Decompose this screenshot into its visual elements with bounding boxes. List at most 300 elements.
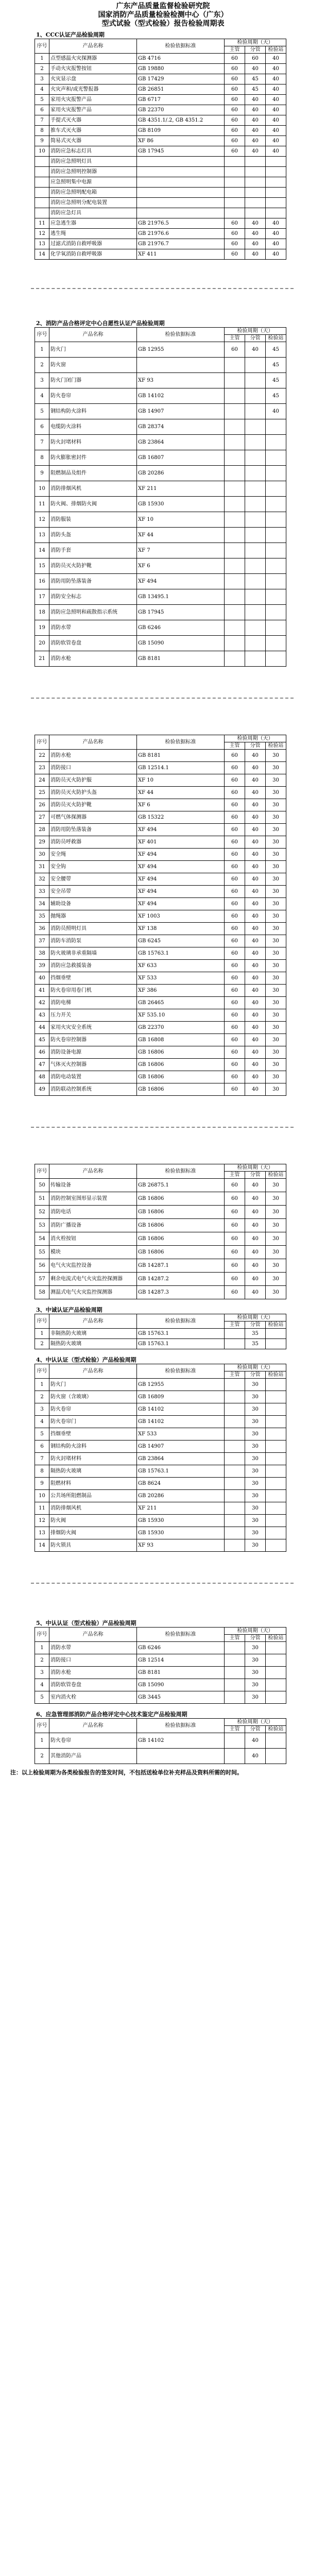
- cell-cycle-station: 40: [266, 95, 286, 105]
- cell-cycle-branch: [245, 208, 266, 218]
- cell-cycle-branch: 40: [245, 1179, 266, 1192]
- cell-cycle-station: [266, 167, 286, 177]
- table-row: [35, 1539, 286, 1552]
- cell-seq: 46: [35, 1046, 49, 1059]
- cell-cycle-branch: 40: [245, 886, 266, 898]
- cell-cycle-branch: [245, 177, 266, 188]
- table-row: [35, 404, 286, 419]
- cell-cycle-main: [225, 636, 245, 651]
- cell-cycle-station: [266, 620, 286, 636]
- cell-product-name: 剩余电流式电气火灾监控探测器: [49, 1273, 137, 1286]
- cell-product-name: 挡烟垂壁: [49, 1428, 137, 1440]
- table-row: [35, 229, 286, 239]
- cell-standard: GB 6246: [137, 1642, 225, 1654]
- cell-product-name: 消防软管卷盘: [49, 636, 137, 651]
- cell-cycle-branch: 40: [245, 750, 266, 762]
- cell-product-name: 防火卷帘: [49, 1733, 137, 1749]
- cell-cycle-branch: 40: [245, 960, 266, 972]
- cell-cycle-station: [266, 512, 286, 528]
- table-row: [35, 543, 286, 558]
- cell-seq: 1: [35, 1379, 49, 1391]
- cell-cycle-station: 30: [266, 1246, 286, 1259]
- cell-product-name: 消防水带: [49, 1642, 137, 1654]
- cell-product-name: 防火卷帘用卷门机: [49, 985, 137, 997]
- cell-seq: 56: [35, 1259, 49, 1273]
- cell-cycle-main: [225, 1440, 245, 1453]
- cell-cycle-main: [225, 1453, 245, 1465]
- cell-cycle-station: [266, 1478, 286, 1490]
- cell-cycle-main: [225, 177, 245, 188]
- cell-cycle-branch: 40: [245, 126, 266, 136]
- cell-product-name: 消防联动控制系统: [49, 1083, 137, 1096]
- cell-standard: GB 22370: [137, 1022, 225, 1034]
- cell-seq: 11: [35, 218, 49, 229]
- table-row: [35, 1440, 286, 1453]
- cell-standard: GB 16809: [137, 1391, 225, 1403]
- cell-cycle-station: [266, 543, 286, 558]
- section6-table-wrap: [0, 1364, 326, 1552]
- table-row: [35, 167, 286, 177]
- header-branch: 分管: [245, 1172, 266, 1179]
- cell-cycle-branch: 40: [245, 1749, 266, 1764]
- cell-standard: XF 494: [137, 574, 225, 589]
- table-row: [35, 1667, 286, 1679]
- cell-standard: XF 386: [137, 985, 225, 997]
- cell-cycle-station: 30: [266, 972, 286, 985]
- cell-cycle-main: [225, 1654, 245, 1667]
- cell-product-name: 消防水枪: [49, 651, 137, 667]
- table-row: [35, 1232, 286, 1246]
- cell-cycle-branch: [245, 188, 266, 198]
- cell-cycle-main: [225, 198, 245, 208]
- cell-cycle-branch: 40: [245, 249, 266, 260]
- header-cycle: 检验周期（天）: [225, 328, 286, 335]
- header-seq: 序号: [35, 1364, 49, 1379]
- cell-product-name: 防火窗: [49, 358, 137, 373]
- cell-cycle-branch: 40: [245, 799, 266, 811]
- cell-cycle-branch: 40: [245, 849, 266, 861]
- cell-standard: GB 15090: [137, 636, 225, 651]
- cell-cycle-station: 30: [266, 774, 286, 787]
- header-product: 产品名称: [49, 1719, 137, 1733]
- cell-cycle-main: 60: [225, 1219, 245, 1232]
- cell-cycle-main: [225, 466, 245, 481]
- cell-seq: 7: [35, 435, 49, 450]
- cell-standard: GB 28374: [137, 419, 225, 435]
- cell-seq: 37: [35, 935, 49, 947]
- cell-product-name: 消防员灭火防护靴: [49, 799, 137, 811]
- cell-seq: 4: [35, 388, 49, 404]
- table-header-row: [35, 735, 286, 742]
- cell-cycle-station: [266, 651, 286, 667]
- cell-seq: 28: [35, 824, 49, 836]
- cell-cycle-branch: 40: [245, 923, 266, 935]
- cell-product-name: 消防员灭火防护服: [49, 774, 137, 787]
- cell-seq: 34: [35, 898, 49, 910]
- cell-product-name: 消防广播设备: [49, 1219, 137, 1232]
- cell-standard: GB 8181: [137, 750, 225, 762]
- cell-cycle-station: [266, 1654, 286, 1667]
- table-row: [35, 861, 286, 873]
- cell-standard: GB 23864: [137, 435, 225, 450]
- cell-cycle-branch: 30: [245, 1478, 266, 1490]
- header-standard: 检验依据标准: [137, 39, 225, 54]
- cell-cycle-main: 60: [225, 1179, 245, 1192]
- cell-standard: [137, 358, 225, 373]
- cell-cycle-station: 40: [266, 126, 286, 136]
- cell-seq: 4: [35, 84, 49, 95]
- cell-standard: XF 494: [137, 824, 225, 836]
- cell-product-name: 简易式灭火器: [49, 136, 137, 146]
- cell-standard: GB 3445: [137, 1691, 225, 1704]
- cell-cycle-branch: 40: [245, 774, 266, 787]
- cell-seq: 6: [35, 1440, 49, 1453]
- table-row: [35, 1679, 286, 1691]
- cell-cycle-station: 30: [266, 861, 286, 873]
- cell-standard: GB 14102: [137, 1733, 225, 1749]
- cell-product-name: 消防软管卷盘: [49, 1679, 137, 1691]
- section2-title: 2、消防产品合格评定中心自愿性认证产品检验周期: [36, 320, 165, 327]
- cell-cycle-main: [225, 1391, 245, 1403]
- cell-cycle-station: [266, 1515, 286, 1527]
- cell-product-name: 消防应急照明和疏散指示系统: [49, 605, 137, 620]
- table-row: [35, 923, 286, 935]
- header-product: 产品名称: [49, 328, 137, 342]
- cell-cycle-station: 40: [266, 218, 286, 229]
- table-header-row: [35, 39, 286, 46]
- cell-cycle-branch: [245, 589, 266, 605]
- header-cycle: 检验周期（天）: [225, 735, 286, 742]
- cell-seq: 27: [35, 811, 49, 824]
- cell-seq: 14: [35, 543, 49, 558]
- cell-cycle-station: 40: [266, 84, 286, 95]
- cell-seq: 52: [35, 1206, 49, 1219]
- cell-product-name: 气体灭火控制器: [49, 1059, 137, 1071]
- cell-seq: 1: [35, 54, 49, 64]
- table-row: [35, 849, 286, 861]
- header-station: 检验站: [266, 1726, 286, 1733]
- cell-cycle-main: [225, 1428, 245, 1440]
- cell-product-name: 手动火灾报警按钮: [49, 64, 137, 74]
- cell-product-name: 消防水枪: [49, 750, 137, 762]
- cell-seq: 29: [35, 836, 49, 849]
- cell-cycle-station: 40: [266, 229, 286, 239]
- cell-cycle-main: 60: [225, 1071, 245, 1083]
- cell-standard: GB 8181: [137, 1667, 225, 1679]
- cell-standard: GB 17945: [137, 605, 225, 620]
- cell-cycle-branch: 30: [245, 1440, 266, 1453]
- cell-product-name: 压力开关: [49, 1009, 137, 1022]
- cell-cycle-station: 40: [266, 115, 286, 126]
- cell-cycle-station: 40: [266, 74, 286, 84]
- cell-seq: 31: [35, 861, 49, 873]
- cell-cycle-station: 30: [266, 836, 286, 849]
- cell-product-name: 消火栓按钮: [49, 1232, 137, 1246]
- cell-cycle-main: [225, 1642, 245, 1654]
- cell-cycle-main: [225, 1490, 245, 1502]
- cell-cycle-main: [225, 1691, 245, 1704]
- cell-cycle-station: [266, 1453, 286, 1465]
- cell-cycle-main: 60: [225, 1286, 245, 1299]
- cell-cycle-branch: [245, 450, 266, 466]
- cell-product-name: 防火卷帘门: [49, 1416, 137, 1428]
- cell-cycle-station: 30: [266, 935, 286, 947]
- cell-seq: 5: [35, 95, 49, 105]
- cell-product-name: 消防电话: [49, 1206, 137, 1219]
- cell-cycle-main: 60: [225, 935, 245, 947]
- cell-product-name: 公共场所阻燃制品: [49, 1490, 137, 1502]
- cell-cycle-station: 30: [266, 1034, 286, 1046]
- table-row: [35, 985, 286, 997]
- cell-cycle-branch: 40: [245, 105, 266, 115]
- header-branch: 分管: [245, 742, 266, 750]
- cell-cycle-station: [266, 435, 286, 450]
- table-row: [35, 84, 286, 95]
- table-row: [35, 1515, 286, 1527]
- cell-standard: XF 633: [137, 960, 225, 972]
- cell-product-name: 其他消防产品: [49, 1749, 137, 1764]
- cell-cycle-main: 60: [225, 1246, 245, 1259]
- cell-cycle-main: 60: [225, 1009, 245, 1022]
- cell-seq: 10: [35, 481, 49, 497]
- cell-cycle-branch: 30: [245, 1453, 266, 1465]
- cell-cycle-main: 60: [225, 249, 245, 260]
- cell-product-name: 家用火灾报警产品: [49, 95, 137, 105]
- cell-product-name: 消防应急灯具: [49, 208, 137, 218]
- table-row: [35, 910, 286, 923]
- cell-standard: GB 14102: [137, 1403, 225, 1416]
- table-row: [35, 620, 286, 636]
- cell-cycle-branch: 40: [245, 1232, 266, 1246]
- cell-cycle-branch: [245, 435, 266, 450]
- cell-cycle-station: [266, 481, 286, 497]
- cell-standard: XF 211: [137, 1502, 225, 1515]
- cell-seq: 2: [35, 1749, 49, 1764]
- cell-cycle-main: [225, 589, 245, 605]
- cell-product-name: 防火卷帘控制器: [49, 1034, 137, 1046]
- cell-product-name: 电气火灾监控设备: [49, 1259, 137, 1273]
- cell-cycle-main: 60: [225, 910, 245, 923]
- table-row: [35, 249, 286, 260]
- cell-product-name: 排烟防火阀: [49, 1527, 137, 1539]
- header-station: 检验站: [266, 1371, 286, 1379]
- cell-seq: 13: [35, 239, 49, 249]
- cell-cycle-branch: 40: [245, 910, 266, 923]
- cell-product-name: 电缆防火涂料: [49, 419, 137, 435]
- header-product: 产品名称: [49, 1164, 137, 1179]
- table-row: [35, 960, 286, 972]
- cell-standard: XF 211: [137, 481, 225, 497]
- cell-cycle-main: 60: [225, 1083, 245, 1096]
- cell-seq: 12: [35, 229, 49, 239]
- cell-cycle-branch: 40: [245, 136, 266, 146]
- cell-cycle-main: [225, 1329, 245, 1339]
- table-row: [35, 358, 286, 373]
- cell-standard: [137, 167, 225, 177]
- header-branch: 分管: [245, 1726, 266, 1733]
- cell-seq: 4: [35, 1416, 49, 1428]
- cell-cycle-branch: 35: [245, 1339, 266, 1349]
- cell-cycle-main: 60: [225, 1206, 245, 1219]
- cell-product-name: 防火卷帘: [49, 1403, 137, 1416]
- header-standard: 检验依据标准: [137, 1314, 225, 1329]
- cell-standard: GB 17429: [137, 74, 225, 84]
- cell-product-name: 辅助设备: [49, 898, 137, 910]
- cell-seq: 14: [35, 1539, 49, 1552]
- cell-cycle-main: [225, 1679, 245, 1691]
- cell-product-name: 抛绳器: [49, 910, 137, 923]
- cell-cycle-branch: 40: [245, 935, 266, 947]
- cell-product-name: 防火阀、排烟防火阀: [49, 497, 137, 512]
- cell-seq: 38: [35, 947, 49, 960]
- cell-cycle-main: [225, 419, 245, 435]
- cell-standard: XF 533: [137, 972, 225, 985]
- cell-standard: GB 8624: [137, 1478, 225, 1490]
- cell-product-name: 阻燃制品及组件: [49, 466, 137, 481]
- cell-standard: GB 6245: [137, 935, 225, 947]
- sec8-table: [35, 1718, 286, 1764]
- section1-table-wrap: [0, 39, 326, 260]
- cell-seq: 3: [35, 1667, 49, 1679]
- cell-cycle-station: 40: [266, 136, 286, 146]
- table-row: [35, 435, 286, 450]
- cell-cycle-main: [225, 605, 245, 620]
- cell-product-name: 安全腰带: [49, 873, 137, 886]
- cell-standard: XF 44: [137, 528, 225, 543]
- cell-cycle-branch: 30: [245, 1428, 266, 1440]
- header-product: 产品名称: [49, 1314, 137, 1329]
- table-header-row: [35, 328, 286, 335]
- cell-cycle-station: 40: [266, 249, 286, 260]
- cell-cycle-station: 30: [266, 1046, 286, 1059]
- cell-cycle-main: [225, 574, 245, 589]
- header-branch: 分管: [245, 335, 266, 342]
- cell-cycle-branch: 40: [245, 1083, 266, 1096]
- cell-seq: 10: [35, 146, 49, 157]
- cell-seq: 19: [35, 620, 49, 636]
- cell-product-name: 逃生绳: [49, 229, 137, 239]
- cell-standard: XF 1003: [137, 910, 225, 923]
- cell-cycle-main: 60: [225, 972, 245, 985]
- cell-cycle-branch: 40: [245, 762, 266, 774]
- cell-product-name: 应急逃生器: [49, 218, 137, 229]
- cell-cycle-branch: 40: [245, 836, 266, 849]
- cell-standard: GB 26465: [137, 997, 225, 1009]
- cell-cycle-station: [266, 466, 286, 481]
- cell-product-name: 隔热防火玻璃: [49, 1339, 137, 1349]
- cell-cycle-station: [266, 1440, 286, 1453]
- cell-seq: 5: [35, 404, 49, 419]
- cell-standard: XF 494: [137, 861, 225, 873]
- cell-product-name: 防火门: [49, 342, 137, 358]
- cell-cycle-branch: 40: [245, 1046, 266, 1059]
- cell-cycle-station: 30: [266, 1059, 286, 1071]
- cell-cycle-branch: [245, 157, 266, 167]
- cell-cycle-branch: [245, 388, 266, 404]
- cell-standard: GB 15763.1: [137, 1339, 225, 1349]
- cell-seq: 9: [35, 1478, 49, 1490]
- cell-cycle-branch: [245, 419, 266, 435]
- cell-seq: 16: [35, 574, 49, 589]
- table-row: [35, 1403, 286, 1416]
- cell-cycle-branch: 40: [245, 811, 266, 824]
- cell-standard: GB 23864: [137, 1453, 225, 1465]
- cell-standard: XF 6: [137, 799, 225, 811]
- cell-product-name: 家用火灾安全系统: [49, 1022, 137, 1034]
- cell-standard: XF 10: [137, 774, 225, 787]
- cell-cycle-branch: 30: [245, 1642, 266, 1654]
- cell-standard: GB 14287.2: [137, 1273, 225, 1286]
- header-product: 产品名称: [49, 1364, 137, 1379]
- cell-cycle-branch: 40: [245, 861, 266, 873]
- section5-table-wrap: [0, 1314, 326, 1349]
- cell-seq: 18: [35, 605, 49, 620]
- cell-product-name: 模块: [49, 1246, 137, 1259]
- cell-standard: GB 14907: [137, 404, 225, 419]
- cell-cycle-station: 40: [266, 64, 286, 74]
- table-row: [35, 419, 286, 435]
- cell-cycle-main: [225, 358, 245, 373]
- table-row: [35, 574, 286, 589]
- report-title-line3: 型式试验（型式检验）报告检验周期表: [101, 20, 225, 28]
- cell-cycle-main: 60: [225, 960, 245, 972]
- cell-cycle-branch: [245, 481, 266, 497]
- cell-seq: 32: [35, 873, 49, 886]
- cell-product-name: 消防应急照明灯具: [49, 157, 137, 167]
- cell-standard: GB 8181: [137, 651, 225, 667]
- cell-cycle-branch: 40: [245, 787, 266, 799]
- cell-seq: 8: [35, 450, 49, 466]
- cell-cycle-station: 30: [266, 960, 286, 972]
- cell-cycle-branch: 30: [245, 1667, 266, 1679]
- cell-standard: [137, 157, 225, 167]
- cell-standard: [137, 198, 225, 208]
- cell-cycle-station: 30: [266, 1083, 286, 1096]
- cell-cycle-branch: [245, 574, 266, 589]
- sec7-table: [35, 1627, 286, 1704]
- cell-cycle-station: [266, 1379, 286, 1391]
- cell-seq: 2: [35, 1391, 49, 1403]
- cell-cycle-station: 45: [266, 373, 286, 388]
- cell-standard: GB 17945: [137, 146, 225, 157]
- cell-standard: GB 15930: [137, 497, 225, 512]
- cell-product-name: 防火门闭门器: [49, 373, 137, 388]
- cell-cycle-branch: [245, 558, 266, 574]
- header-standard: 检验依据标准: [137, 1628, 225, 1642]
- section4-table-wrap: [0, 1164, 326, 1299]
- header-main: 主管: [225, 1172, 245, 1179]
- table-header-row: [35, 1164, 286, 1172]
- cell-cycle-branch: [245, 512, 266, 528]
- cell-cycle-main: 60: [225, 105, 245, 115]
- cell-cycle-branch: 40: [245, 1009, 266, 1022]
- table-row: [35, 1329, 286, 1339]
- report-title-line2: 国家消防产品质量检验检测中心（广东）: [98, 11, 228, 19]
- header-branch: 分管: [245, 46, 266, 54]
- cell-cycle-branch: 30: [245, 1502, 266, 1515]
- cell-cycle-station: [266, 589, 286, 605]
- cell-seq: 1: [35, 1733, 49, 1749]
- cell-standard: GB 15930: [137, 1527, 225, 1539]
- table-row: [35, 105, 286, 115]
- cell-seq: 4: [35, 1679, 49, 1691]
- table-row: [35, 886, 286, 898]
- cell-product-name: 过滤式消防自救呼吸器: [49, 239, 137, 249]
- cell-seq: 55: [35, 1246, 49, 1259]
- cell-standard: GB 12955: [137, 342, 225, 358]
- cell-product-name: 手提式灭火器: [49, 115, 137, 126]
- cell-cycle-main: [225, 373, 245, 388]
